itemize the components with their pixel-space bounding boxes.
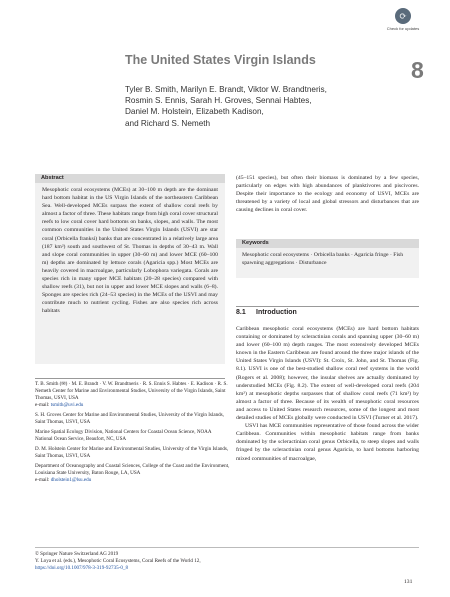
author-line: Rosmin S. Ennis, Sarah H. Groves, Sennai Habtes, [125, 96, 312, 106]
paragraph: Caribbean mesophotic coral ecosystems (MCEs) are hard bottom habitats containing or dominated by scleractinian corals and spanning upper (30–60 m) and lower (60–100 m) depth ranges. The most extensively developed MCEs known in the Eastern Caribbean are found around the three major islands of the United States Virgin Islands (USVI): St. Croix, St. John, and St. Thomas (Fig. 8.1). USVI is one of the best-studied shallow coral reef systems in the world (Rogers et al. 2008); however, the insular shelves are actually dominated by understudied MCEs (Fig. 8.2). The extent of well-developed coral reefs (204 km²) at mesophotic depths surpasses that of shallow coral reefs (71 km²) by almost a factor of three. Because of its wealth of mesophotic coral resources and access to United States research resources, some of the longest and most detailed studies of MCEs globally were conducted in USVI (Turner et al. 2017). [236, 326, 419, 422]
email-link-holstein[interactable]: dholstein1@lsu.edu [50, 477, 92, 483]
update-icon: ⟳ [395, 8, 411, 24]
chapter-number: 8 [411, 57, 424, 83]
keywords-heading: Keywords [242, 240, 269, 246]
footer [35, 551, 335, 572]
affiliations [35, 381, 230, 487]
author-list [125, 84, 415, 129]
abstract-header [35, 174, 225, 183]
keywords-header [236, 239, 419, 248]
introduction-body [236, 325, 419, 463]
badge-label: Check for updates [386, 26, 420, 31]
section-divider [236, 306, 419, 307]
author-line: and Richard S. Nemeth [125, 118, 211, 128]
email-link-smith[interactable]: tsmith@uvi.edu [50, 402, 84, 408]
check-for-updates-badge[interactable] [386, 8, 420, 31]
affiliation-divider [35, 378, 225, 379]
email-label: e-mail: [35, 477, 50, 483]
chapter-title: The United States Virgin Islands [125, 53, 316, 67]
abstract-continued: (45–151 species), but often their biomass is dominated by a few species, particularly on edges with high abundances of planktivores and piscivores. Despite their importance to the ecology and economy of USVI, MCEs are threatened by a variety of local and global stressors and disturbances that are causing declines in coral cover. [236, 175, 419, 214]
abstract-heading: Abstract [41, 175, 64, 181]
keywords-text: Mesophotic coral ecosystems · Orbicella banks · Agaricia fringe · Fish spawning aggregations · Disturbance [242, 252, 404, 267]
paragraph: USVI has MCE communities representative of those found across the wider Caribbean. Communities within mesophotic habitats range from banks dominated by the scleractinian coral genus Orbicella, to steep slopes and walls fringed by the scleractinian coral genus Agaricia, to hard bottoms harboring mixed communities of macroalgae, [236, 423, 419, 462]
page-number: 131 [404, 579, 413, 585]
author-line: Tyler B. Smith, Marilyn E. Brandt, Viktor W. Brandtneris, [125, 85, 327, 94]
author-line: Daniel M. Holstein, Elizabeth Kadison, [125, 107, 264, 117]
affiliation-item: Department of Oceanography and Coastal Sciences, College of the Coast and the Environment, Louisiana State University, Baton Rouge, LA, USA e-mail: dholstein1@lsu.edu [35, 463, 230, 483]
email-label: e-mail: [35, 402, 50, 408]
affiliation-item: Marine Spatial Ecology Division, National Centers for Coastal Ocean Science, NOAA National Ocean Service, Beaufort, NC, USA [35, 429, 212, 442]
abstract-text: Mesophotic coral ecosystems (MCEs) at 30–100 m depth are the dominant hard bottom habitat in the US Virgin Islands of the northeastern Caribbean Sea. Well-developed MCEs surpass the extent of shallow coral reefs by almost a factor of three. These habitats range from high coral cover structural reefs to low coral cover hard bottoms on banks, slopes, and walls. The most common communities in the United States Virgin Islands (USVI) are star coral (Orbicella franksi) banks that are concentrated in a relatively large area (187 km²) south and southwest of St. Thomas in depths of 30–43 m. Wall and slope coral communities in upper (30–60 m) and lower MCE (60–100 m) depths are dominated by lettuce corals (Agaricia spp.) Most MCEs are heavily covered in macroalgae, particularly Lobophora variegata. Corals are species rich in many upper MCE habitats (20–28 species) compared with shallow reefs (31), but not in upper and lower MCE slopes and walls (6–8). Sponges are species rich (24–53 species) in the MCEs of the USVI and may contribute much to nutrient cycling. Fishes are also species rich across habitats [42, 187, 218, 315]
section-title: Introduction [256, 309, 297, 316]
copyright: © Springer Nature Switzerland AG 2019 [35, 551, 119, 557]
section-number: 8.1 [236, 309, 246, 316]
citation: Y. Loya et al. (eds.), Mesophotic Coral Ecosystems, Coral Reefs of the World 12, [35, 557, 201, 564]
affiliation-item: S. H. Groves Center for Marine and Environmental Studies, University of the Virgin Islands, Saint Thomas, USVI, USA [35, 412, 224, 425]
affiliation-item: T. B. Smith (✉) · M. E. Brandt · V. W. Brandtneris · R. S. Ennis S. Habtes · E. Kadison · R. S. Nemeth Center for Marine and Environmental Studies, University of the Virgin Islands, Saint Thomas, USVI, USA e-mail: tsmith@uvi.edu [35, 381, 228, 408]
footer-divider [35, 547, 419, 548]
affiliation-item: D. M. Holstein Center for Marine and Environmental Studies, University of the Virgin Islands, Saint Thomas, USVI, USA [35, 446, 229, 459]
doi-link[interactable]: https://doi.org/10.1007/978-3-319-92735-0_8 [35, 564, 129, 571]
